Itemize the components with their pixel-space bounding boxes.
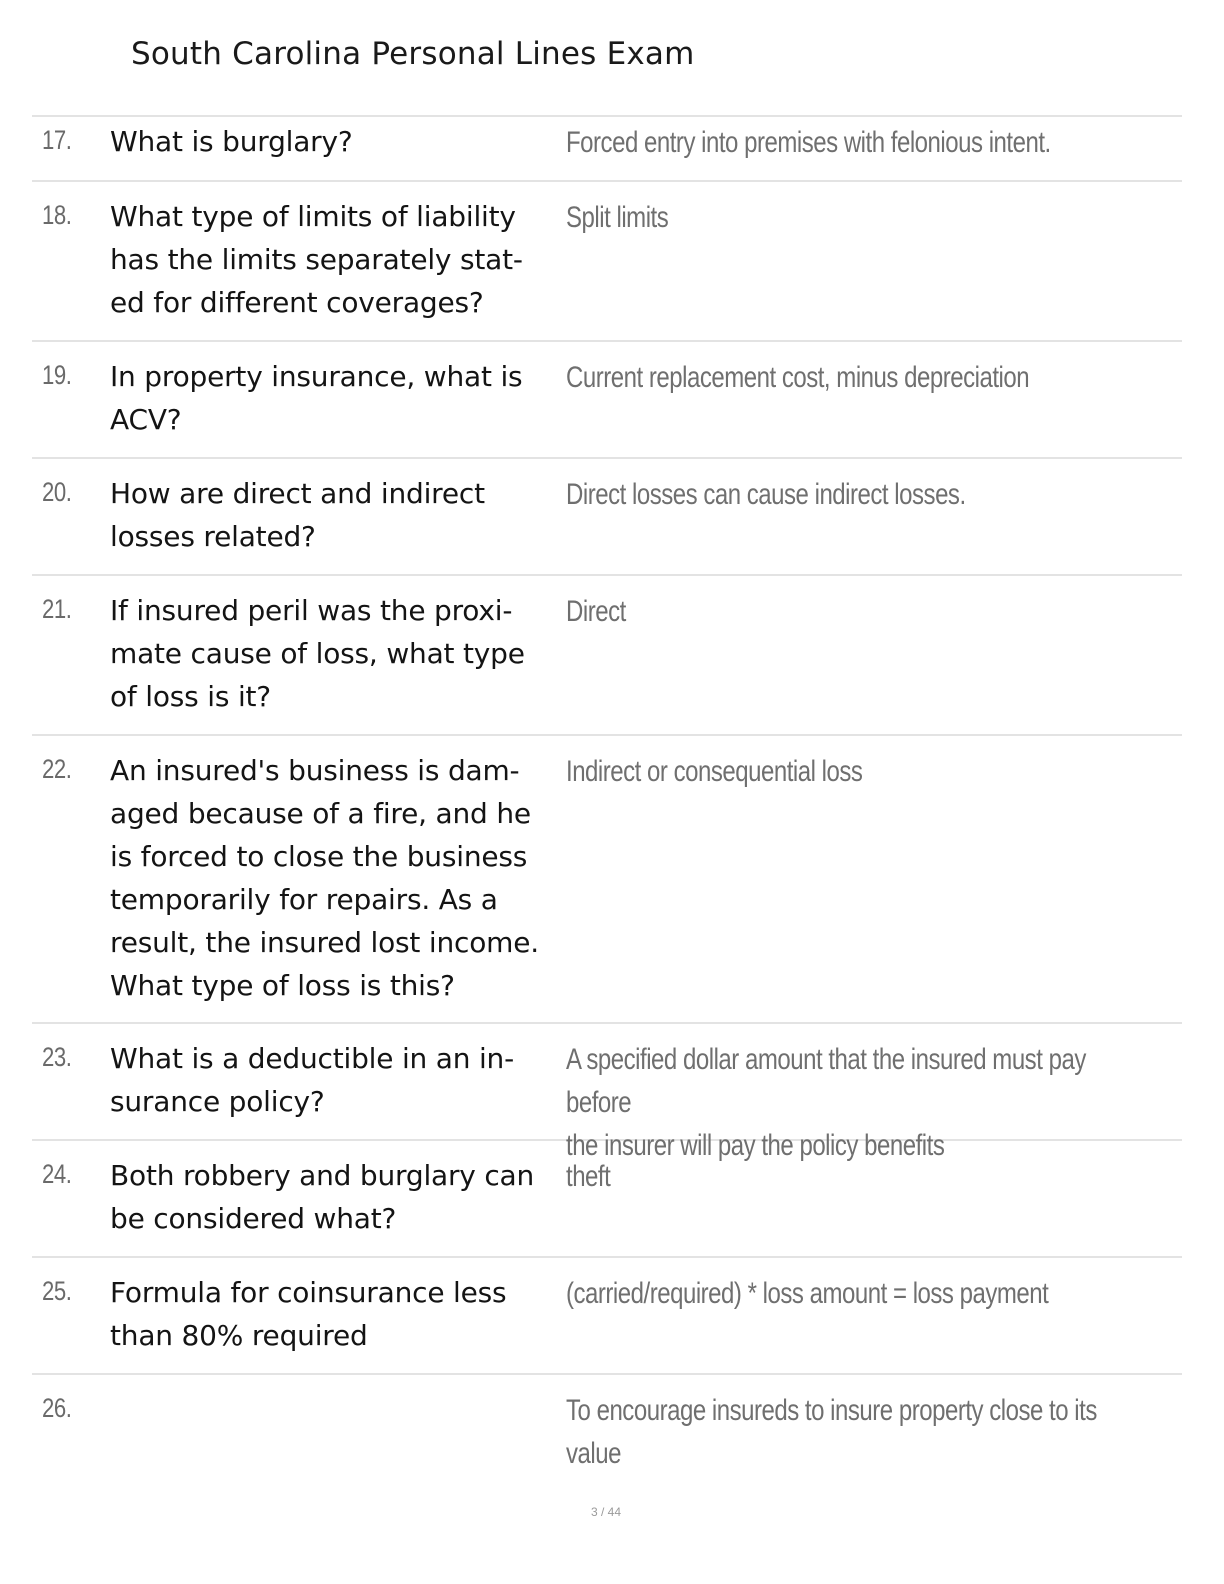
qa-row-21 [32, 576, 1182, 734]
item-number: 21. [42, 594, 72, 624]
question-line: has the limits separately stat- [110, 243, 523, 276]
item-number: 18. [42, 200, 72, 230]
answer-text: Forced entry into premises with felonious intent. [566, 126, 1051, 159]
question-line: be considered what? [110, 1202, 397, 1235]
qa-row-23 [32, 1024, 1182, 1162]
question-line: Formula for coinsurance less [110, 1276, 507, 1309]
question-line: What type of limits of liability [110, 200, 516, 233]
question-line: In property insurance, what is [110, 360, 523, 393]
question-line: If insured peril was the proxi- [110, 594, 513, 627]
question-line: surance policy? [110, 1085, 325, 1118]
question-line: ACV? [110, 403, 182, 436]
item-number: 20. [42, 477, 72, 507]
item-number: 22. [42, 754, 72, 784]
question-text [110, 472, 572, 558]
question-line: of loss is it? [110, 680, 271, 713]
question-text: What is burglary? [110, 125, 353, 158]
answer-text: Indirect or consequential loss [566, 755, 863, 788]
question-text [110, 1271, 572, 1357]
question-text [110, 1154, 572, 1240]
question-text [110, 589, 572, 718]
qa-row-17 [32, 117, 1182, 180]
question-line: temporarily for repairs. As a [110, 883, 498, 916]
item-number: 17. [42, 125, 72, 155]
qa-row-24 [32, 1141, 1182, 1256]
qa-row-18 [32, 182, 1182, 340]
item-number: 26. [42, 1393, 72, 1423]
question-line: ed for different coverages? [110, 286, 484, 319]
question-text [110, 1037, 572, 1123]
question-line: mate cause of loss, what type [110, 637, 525, 670]
qa-row-22 [32, 736, 1182, 1022]
item-number: 25. [42, 1276, 72, 1306]
question-line: Both robbery and burglary can [110, 1159, 535, 1192]
question-line: What is a deductible in an in- [110, 1042, 515, 1075]
answer-line: A specified dollar amount that the insured must pay before [566, 1043, 1086, 1119]
item-number: 23. [42, 1042, 72, 1072]
answer-text: (carried/required) * loss amount = loss payment [566, 1277, 1049, 1310]
question-line: An insured's business is dam- [110, 754, 520, 787]
question-line: losses related? [110, 520, 316, 553]
question-line: What type of loss is this? [110, 969, 455, 1002]
answer-line: the insurer will pay the policy benefits [566, 1129, 945, 1162]
question-line: aged because of a fire, and he [110, 797, 531, 830]
qa-row-26 [32, 1375, 1182, 1470]
question-text [110, 195, 572, 324]
question-line: How are direct and indirect [110, 477, 485, 510]
answer-text: To encourage insureds to insure property close to its value [566, 1394, 1097, 1470]
qa-row-20 [32, 459, 1182, 574]
question-line: is forced to close the business [110, 840, 528, 873]
question-line: result, the insured lost income. [110, 926, 539, 959]
qa-row-25 [32, 1258, 1182, 1373]
answer-text: Direct losses can cause indirect losses. [566, 478, 966, 511]
question-text [110, 749, 572, 1007]
page-indicator: 3 / 44 [590, 1505, 622, 1519]
item-number: 19. [42, 360, 72, 390]
qa-row-19 [32, 342, 1182, 457]
answer-text: Current replacement cost, minus depreciation [566, 361, 1030, 394]
answer-text: theft [566, 1160, 611, 1193]
question-line: than 80% required [110, 1319, 368, 1352]
item-number: 24. [42, 1159, 72, 1189]
answer-text: Direct [566, 595, 626, 628]
document-title: South Carolina Personal Lines Exam [131, 36, 695, 72]
question-text [110, 355, 572, 441]
flashcard-list [32, 115, 1182, 1470]
answer-text: Split limits [566, 201, 669, 234]
